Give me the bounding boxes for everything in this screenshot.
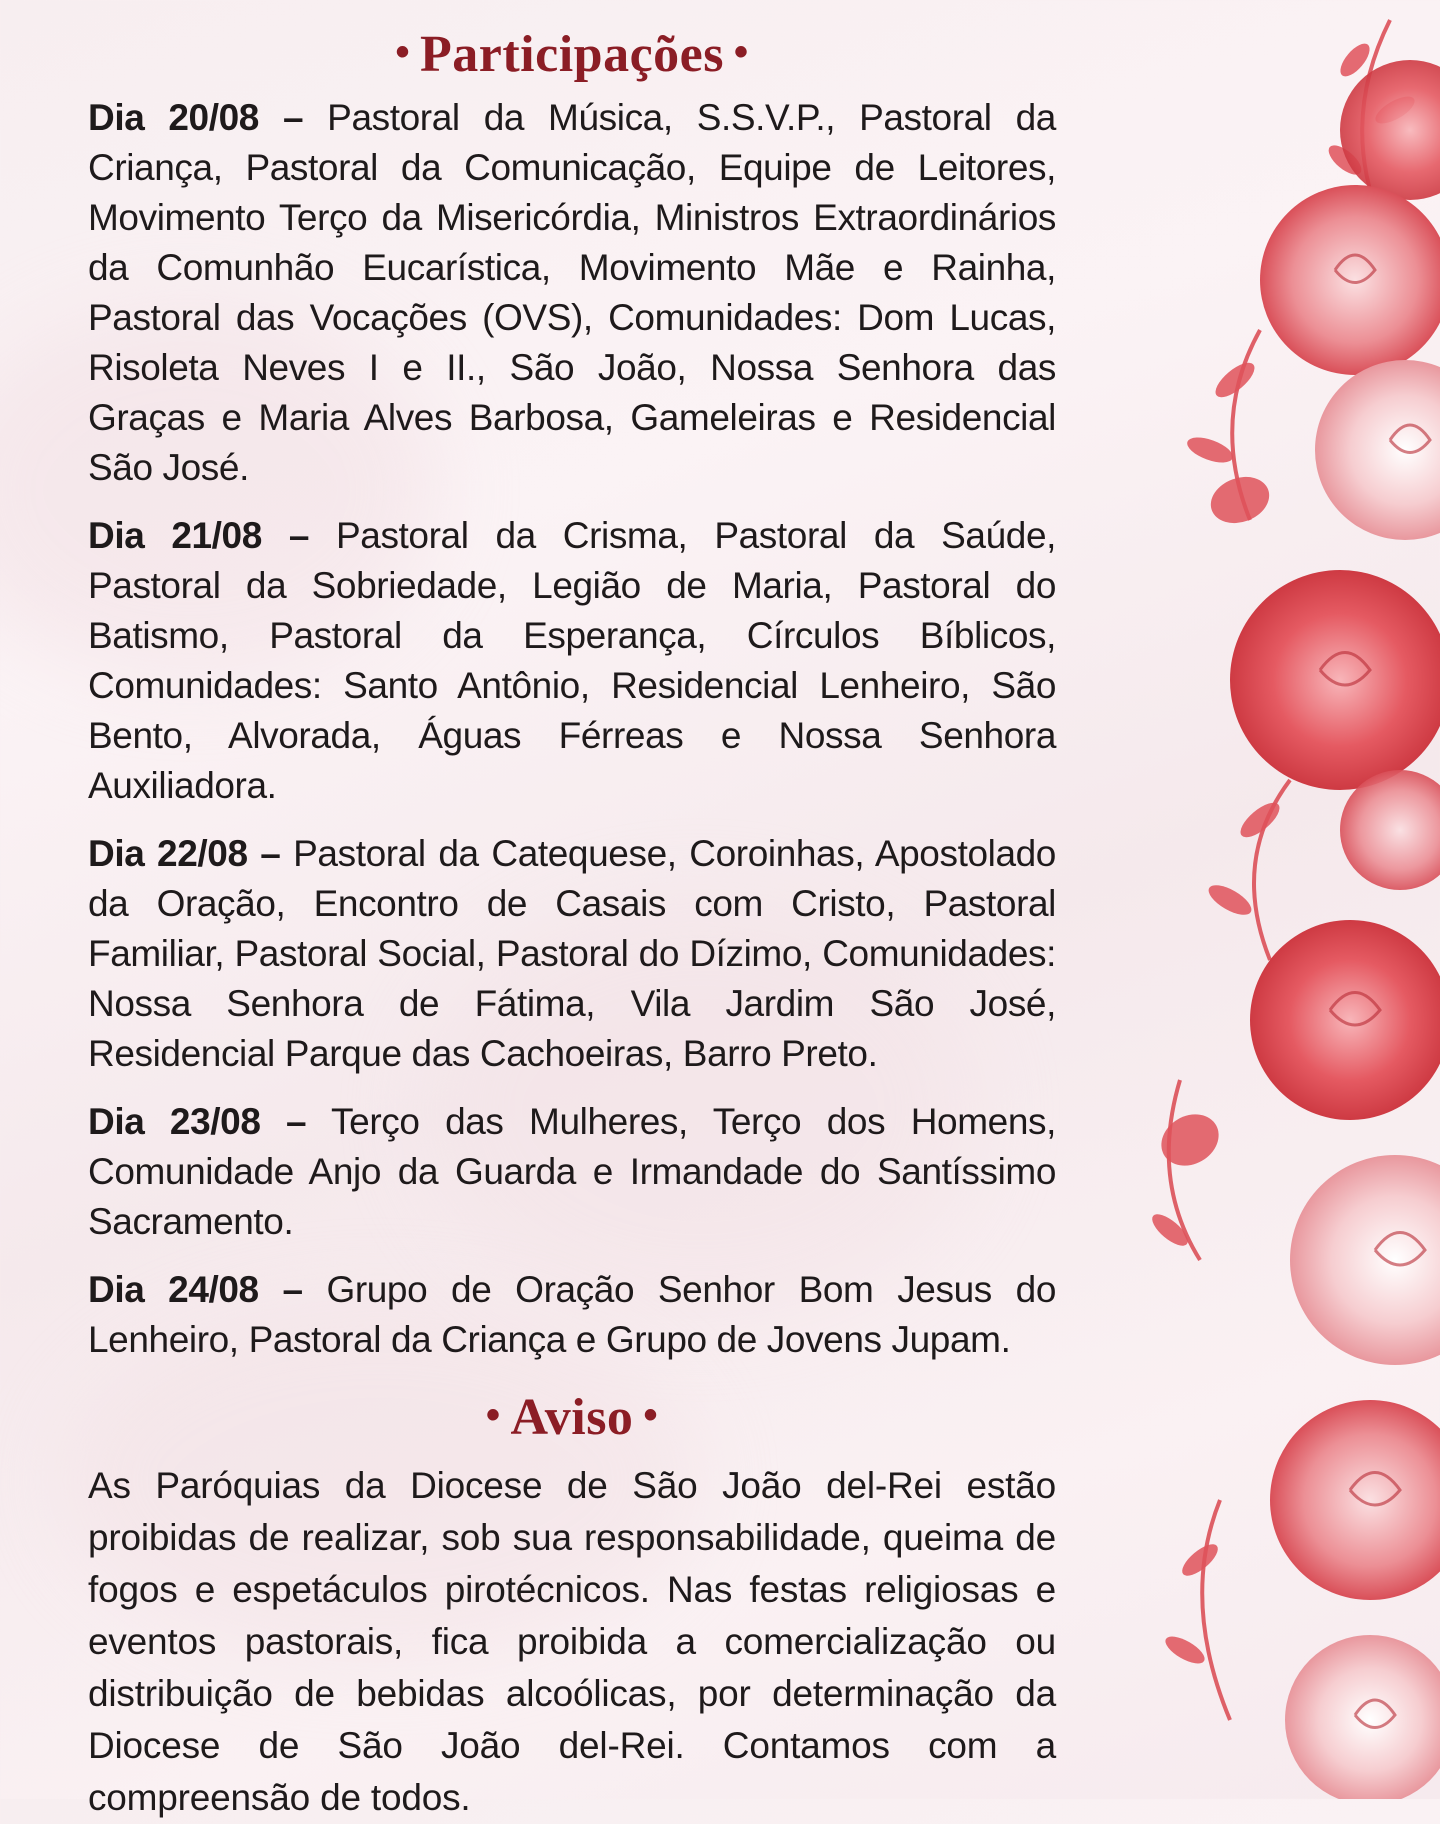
entry-text: Terço das Mulheres, Terço dos Homens, Comunidade Anjo da Guarda e Irmandade do Santíssimo Sacramento. (88, 1101, 1056, 1242)
aviso-text: As Paróquias da Diocese de São João del-Rei estão proibidas de realizar, sob sua responsabilidade, queima de fogos e espetáculos pirotécnicos. Nas festas religiosas e eventos pastorais, fica proibida a comercialização ou distribuição de bebidas alcoólicas, por determinação da Diocese de São João del-Rei. Contamos com a compreensão de todos. (88, 1465, 1056, 1818)
participation-entry (88, 1097, 1056, 1247)
entry-day: Dia 24/08 – (88, 1269, 303, 1310)
entry-day: Dia 23/08 – (88, 1101, 307, 1142)
entry-text: Grupo de Oração Senhor Bom Jesus do Lenheiro, Pastoral da Criança e Grupo de Jovens Jupam. (88, 1269, 1056, 1360)
content-column (88, 20, 1056, 1824)
bullet: • (395, 30, 411, 74)
entry-text: Pastoral da Catequese, Coroinhas, Apostolado da Oração, Encontro de Casais com Cristo, Pastoral Familiar, Pastoral Social, Pastoral do Dízimo, Comunidades: Nossa Senhora de Fátima, Vila Jardim São José, Residencial Parque das Cachoeiras, Barro Preto. (88, 833, 1056, 1074)
entry-text: Pastoral da Crisma, Pastoral da Saúde, Pastoral da Sobriedade, Legião de Maria, Pastoral do Batismo, Pastoral da Esperança, Círculos Bíblicos, Comunidades: Santo Antônio, Residencial Lenheiro, São Bento, Alvorada, Águas Férreas e Nossa Senhora Auxiliadora. (88, 515, 1056, 806)
entry-text: Pastoral da Música, S.S.V.P., Pastoral da Criança, Pastoral da Comunicação, Equipe de Leitores, Movimento Terço da Misericórdia, Ministros Extraordinários da Comunhão Eucarística, Movimento Mãe e Rainha, Pastoral das Vocações (OVS), Comunidades: Dom Lucas, Risoleta Neves I e II., São João, Nossa Senhora das Graças e Maria Alves Barbosa, Gameleiras e Residencial São José. (88, 97, 1056, 488)
participation-entry (88, 93, 1056, 493)
participation-entry (88, 511, 1056, 811)
aviso-title-text: Aviso (510, 1389, 634, 1446)
aviso-title (88, 1383, 1056, 1450)
entry-day: Dia 21/08 – (88, 515, 310, 556)
bullet: • (643, 1393, 658, 1437)
entry-day: Dia 22/08 – (88, 833, 281, 874)
participation-entry (88, 1265, 1056, 1365)
rose-border-decoration (1140, 0, 1440, 1799)
bullet: • (733, 30, 749, 74)
participacoes-title (88, 20, 1056, 87)
participacoes-title-text: Participações (420, 26, 724, 83)
participation-entry (88, 829, 1056, 1079)
entry-day: Dia 20/08 – (88, 97, 304, 138)
bullet: • (486, 1393, 501, 1437)
